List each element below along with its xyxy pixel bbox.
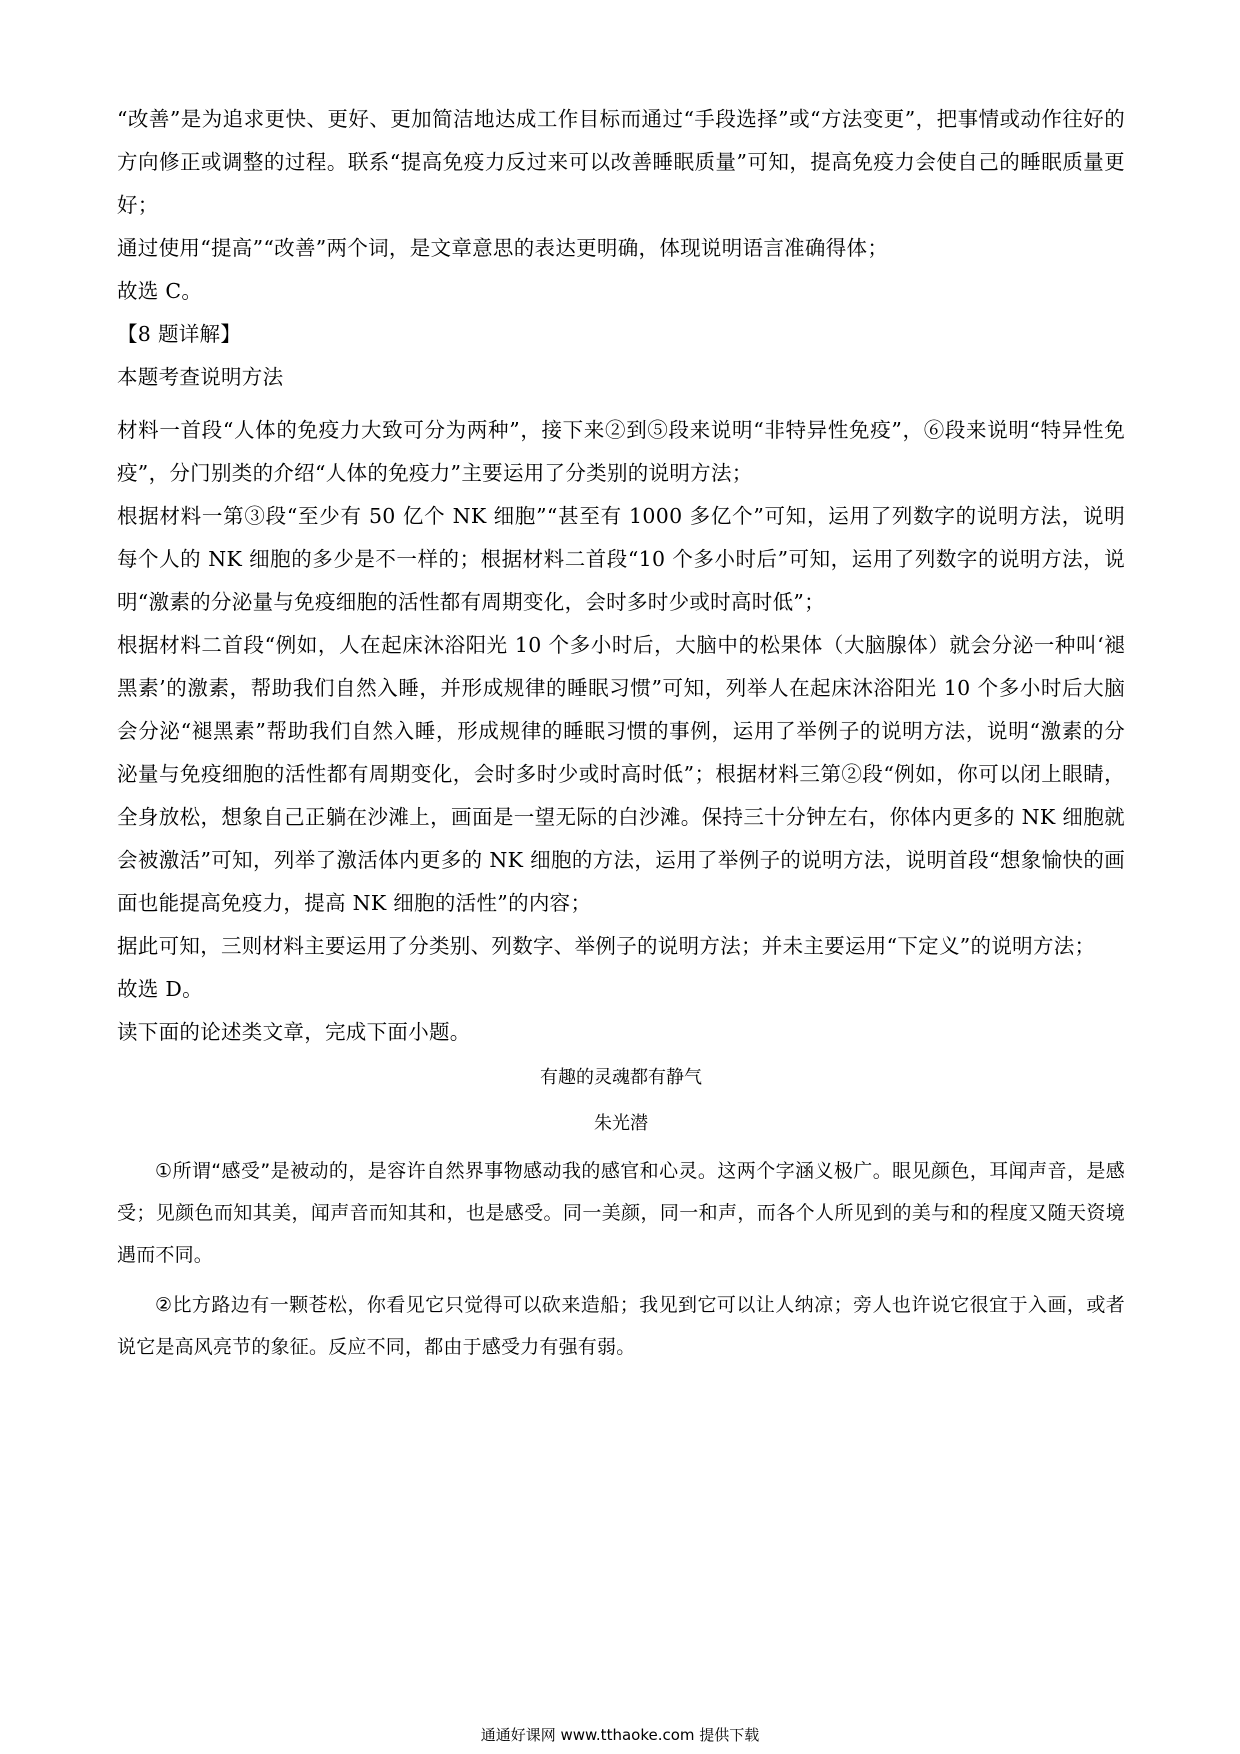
question-8-heading: 【8 题详解】: [117, 322, 242, 346]
paragraph-examples: 根据材料二首段“例如，人在起床沐浴阳光 10 个多小时后，大脑中的松果体（大脑腺体）就会分泌一种叫‘褪黑素’的激素，帮助我们自然入睡，并形成规律的睡眠习惯”可知，列举人在起床沐浴阳光 10 个多小时后大脑会分泌“褪黑素”帮助我们自然入睡，形成规律的睡眠习惯的事例，运用了举例子的说明方法，说明“激素的分泌量与免疫细胞的活性都有周期变化，会时多时少或时高时低”；根据材料三第②段“例如，你可以闭上眼睛，全身放松，想象自己正躺在沙滩上，画面是一望无际的白沙滩。保持三十分钟左右，你体内更多的 NK 细胞就会被激活”可知，列举了激活体内更多的 NK 细胞的方法，运用了举例子的说明方法，说明首段“想象愉快的画面也能提高免疫力，提高 NK 细胞的活性”的内容；: [117, 633, 1125, 915]
paragraph-answer-d: 故选 D。: [117, 977, 203, 1001]
paragraph-numbers: 根据材料一第③段“至少有 50 亿个 NK 细胞”“甚至有 1000 多亿个”可知，运用了列数字的说明方法，说明每个人的 NK 细胞的多少是不一样的；根据材料二首段“10 个多小时后”可知，运用了列数字的说明方法，说明“激素的分泌量与免疫细胞的活性都有周期变化，会时多时少或时高时低”；: [117, 504, 1125, 614]
essay-paragraph-2: ②比方路边有一颗苍松，你看见它只觉得可以砍来造船；我见到它可以让人纳凉；旁人也许说它很宜于入画，或者说它是高风亮节的象征。反应不同，都由于感受力有强有弱。: [117, 1294, 1125, 1358]
page-footer: 通通好课网 www.tthaoke.com 提供下载: [480, 1726, 760, 1744]
essay-author: 朱光潜: [594, 1113, 648, 1134]
essay-paragraph-1: ①所谓“感受”是被动的，是容许自然界事物感动我的感官和心灵。这两个字涵义极广。眼见颜色，耳闻声音，是感受；见颜色而知其美，闻声音而知其和，也是感受。同一美颜，同一和声，而各个人所见到的美与和的程度又随天资境遇而不同。: [117, 1160, 1125, 1266]
page-content: [117, 98, 1125, 1376]
paragraph-reading-instruction: 读下面的论述类文章，完成下面小题。: [117, 1020, 471, 1044]
paragraph-classification: 材料一首段“人体的免疫力大致可分为两种”，接下来②到⑤段来说明“非特异性免疫”，⑥段来说明“特异性免疫”，分门别类的介绍“人体的免疫力”主要运用了分类别的说明方法；: [117, 418, 1125, 485]
paragraph-conclusion: 据此可知，三则材料主要运用了分类别、列数字、举例子的说明方法；并未主要运用“下定义”的说明方法；: [117, 934, 1096, 958]
paragraph-gaishan-explanation: “改善”是为追求更快、更好、更加简洁地达成工作目标而通过“手段选择”或“方法变更”，把事情或动作往好的方向修正或调整的过程。联系“提高免疫力反过来可以改善睡眠质量”可知，提高免疫力会使自己的睡眠质量更好；: [117, 107, 1125, 217]
paragraph-answer-c: 故选 C。: [117, 279, 203, 303]
essay-title: 有趣的灵魂都有静气: [540, 1067, 702, 1088]
paragraph-topic: 本题考查说明方法: [117, 365, 284, 389]
paragraph-word-usage: 通过使用“提高”“改善”两个词，是文章意思的表达更明确，体现说明语言准确得体；: [117, 236, 889, 260]
